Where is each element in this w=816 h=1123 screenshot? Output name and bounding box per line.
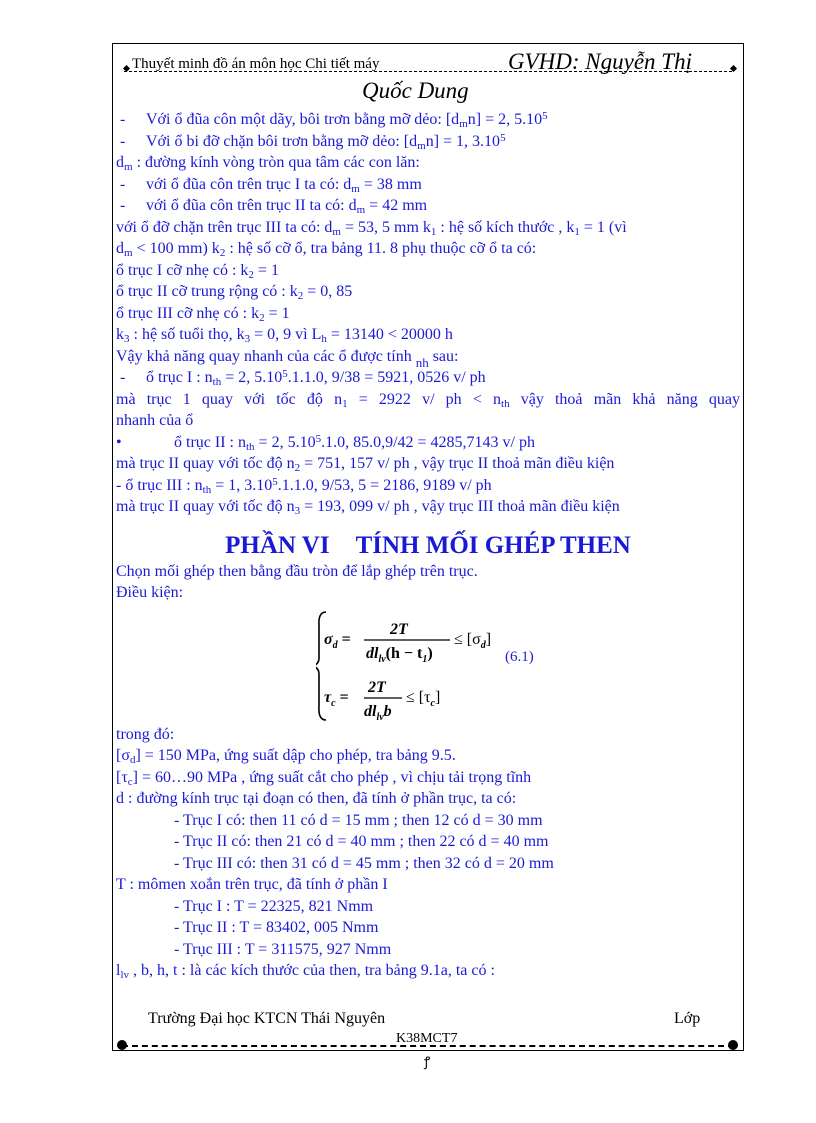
shaft-3-diameters: - Trục III có: then 31 có d = 45 mm ; then 32 có d = 20 mm [174,854,554,872]
footer-rule [122,1045,734,1047]
line-19: mà trục II quay với tốc độ $n_3 = 193$, 099 v/ ph , vậy trục III thoả mãn điều kiện [116,498,620,517]
header-right: GVHD: Nguyễn Thị [508,49,692,74]
line-12: Vậy khả năng quay nhanh của các ổ được tính $_{nh}$ sau: [116,347,459,370]
line-4: - với ổ đũa côn trên trục I ta có: $d_m = 38$ mm [120,175,422,195]
sigma-def: $[\sigma_d] = 150$ MPa, ứng suất dập cho phép, tra bảng 9.5. [116,747,456,766]
frac1-den: $dl_{lv}(h - t_1)$ [366,644,433,665]
shaft-2-torque: - Trục II : T = 83402, 005 Nmm [174,919,379,936]
footer-class-label: Lớp [674,1010,701,1027]
formula-graphic [316,606,506,724]
line-6: với ổ đỡ chặn trên trục III ta có: $d_m = 53$, 5 mm $k_1$ : hệ số kích thước , $k_1 = 1$ (vì [116,218,627,238]
body-text [116,109,740,982]
frac2-den: $dl_{lv}b$ [364,702,392,723]
footer-class-code: K38MCT7 [396,1031,458,1046]
shaft-1-diameters: - Trục I có: then 11 có d = 15 mm ; then 12 có d = 30 mm [174,811,543,829]
equation-number: (6.1) [505,648,534,665]
formula-6-1 [116,606,740,724]
line-17: mà trục II quay với tốc độ $n_2 = 751$, 157 v/ ph , vậy trục II thoả mãn điều kiện [116,455,615,474]
tau-def: $[\tau_c]$ = 60…90 MPa , ứng suất cắt cho phép , vì chịu tải trọng tĩnh [116,768,532,788]
frac2-num: 2T [368,678,386,696]
sigma-lhs: $\sigma_d$ = [324,630,351,651]
where-label: trong đó: [116,725,175,743]
frac1-num: 2T [390,620,408,638]
line-2: - Với ổ bi đỡ chặn bôi trơn bằng mỡ dẻo: $[d_mn] = 1$, 3.10$^5$ [120,131,506,152]
key-dimensions-def: $l_{lv}$ , b, h, t : là các kích thước của then, tra bảng 9.1a, ta có : [116,962,495,981]
line-3: $d_m$ : đường kính vòng tròn qua tâm các con lăn: [116,154,420,173]
line-5: - với ổ đũa côn trên trục II ta có: $d_m = 42$ mm [120,197,428,216]
footer-flourish: ꝭ [424,1054,431,1069]
line-9: ổ trục II cỡ trung rộng có : $k_2 = 0$, 85 [116,283,353,302]
footer-dot-left [117,1040,127,1050]
line-18: - ổ trục III : $n_{th} = 1$, 3.10$^5$.1.1.0, 9/53, 5 = 2186, 9189 v/ ph [116,475,492,496]
shaft-1-torque: - Trục I : T = 22325, 821 Nmm [174,897,374,915]
line-13: - ổ trục I : $n_{th} = 2$, 5.10$^5$.1.1.0, 9/38 = 5921, 0526 v/ ph [120,368,486,388]
line-15: nhanh của ổ [116,412,194,429]
header-rule [124,71,732,72]
rhs2: ≤ $[\tau_c]$ [406,688,441,709]
line-8: ổ trục I cỡ nhẹ có : $k_2 = 1$ [116,261,279,281]
footer-dot-right [728,1040,738,1050]
d-def: d : đường kính trục tại đoạn có then, đã tính ở phần trục, ta có: [116,790,517,807]
line-7: $d_m < 100$ mm) $k_2$ : hệ số cỡ ổ, tra bảng 11. 8 phụ thuộc cỡ ổ ta có: [116,240,537,259]
line-1: - Với ổ đũa côn một dãy, bôi trơn bằng mỡ dẻo: $[d_mn] = 2$, 5.10$^5$ [120,110,548,130]
rhs1: ≤ $[\sigma_d]$ [454,630,492,651]
conditions-label: Điều kiện: [116,584,184,601]
line-14: mà trục 1 quay với tốc độ $n_1 = 2922$ v/ ph < $n_{th}$ vậy thoả mãn khả năng quay [116,390,741,410]
shaft-3-torque: - Trục III : T = 311575, 927 Nmm [174,940,392,958]
shaft-2-diameters: - Trục II có: then 21 có d = 40 mm ; then 22 có d = 40 mm [174,833,549,850]
line-10: ổ trục III cỡ nhẹ có : $k_2 = 1$ [116,304,290,324]
header-right-continued: Quốc Dung [362,78,469,103]
tau-lhs: $\tau_c$ = [324,688,349,709]
section-heading: PHẦN VI TÍNH MỐI GHÉP THEN [225,531,631,559]
key-intro: Chọn mối ghép then bằng đầu tròn để lắp ghép trên trục. [116,562,478,580]
line-16: • ổ trục II : $n_{th} = 2$, 5.10$^5$.1.0, 85.0,9/42 = 4285,7143 v/ ph [116,432,535,453]
torque-def: T : mômen xoắn trên trục, đã tính ở phần I [116,876,388,893]
line-11: $k_3$ : hệ số tuổi thọ, $k_3 = 0$, 9 vì $L_h = 13140 < 20000$ h [116,326,453,345]
header-left: Thuyết minh đồ án môn học Chi tiết máy [132,56,380,72]
footer-school: Trường Đại học KTCN Thái Nguyên [148,1010,386,1027]
